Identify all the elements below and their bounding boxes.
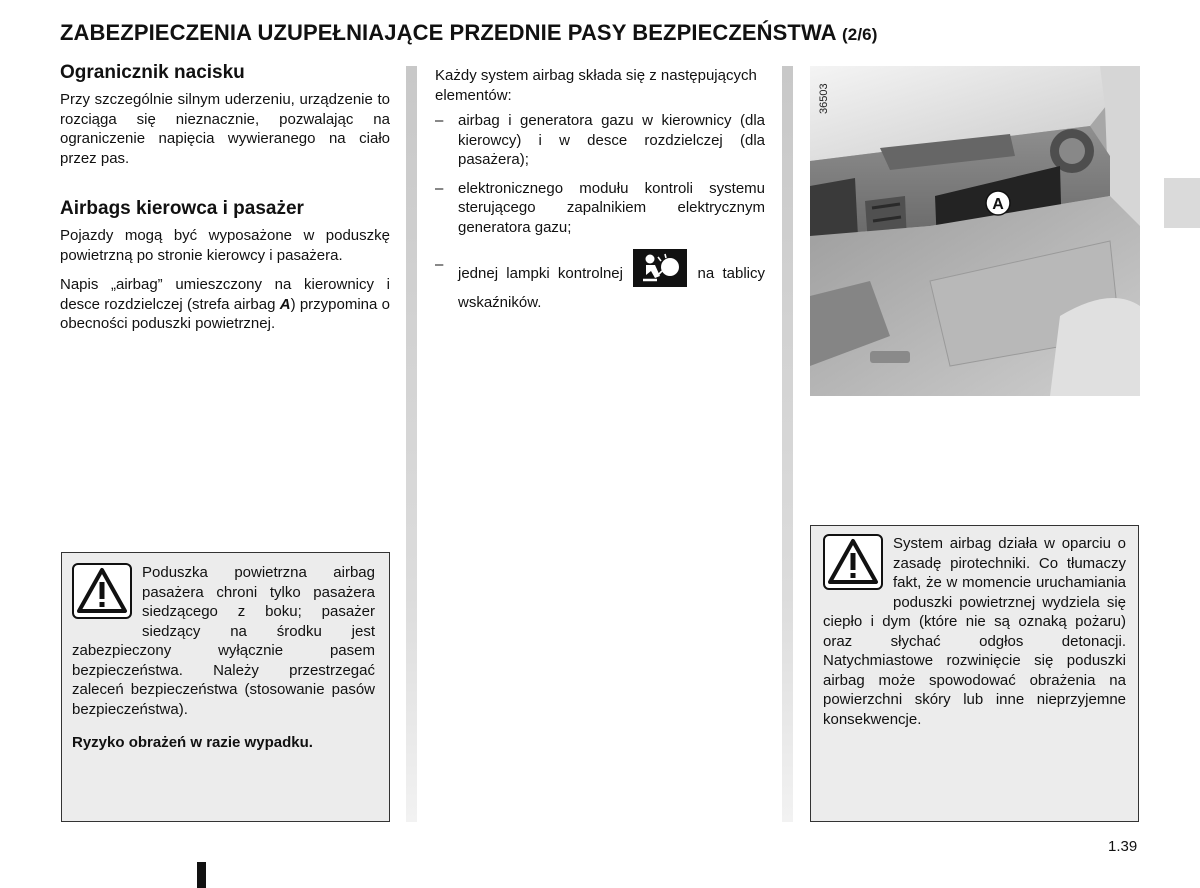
paragraph-load-limiter: Przy szczególnie silnym uderzeniu, urządzenie to rozciąga się nieznacznie, pozwalając na ograniczenie napięcia wywieranego na ciało przez pas. (60, 91, 390, 167)
crop-mark (197, 862, 206, 888)
zone-letter: A (279, 295, 291, 313)
photo-number: 36503 (818, 83, 830, 114)
chapter-tab (1164, 178, 1200, 228)
page-number: 1.39 (1108, 838, 1138, 855)
section-heading-airbags: Airbags kierowca i pasażer (60, 198, 304, 219)
paragraph-airbags-equipment: Pojazdy mogą być wyposażone w poduszkę powietrzną po stronie kierowcy i pasażera. (60, 227, 390, 264)
airbag-system-intro: Każdy system airbag składa się z następujących elementów: (435, 67, 757, 104)
dashboard-photo (810, 66, 1140, 396)
warning-text: System airbag działa w oparciu o zasadę pirotechniki. Co tłumaczy fakt, że w momencie uruchamiania poduszki powietrznej wydziela się ciepło i dym (które nie są oznaką pożaru) oraz słychać odgłos detonacji. Natychmiastowe rozwinięcie się poduszki airbag może spowodować obrażenia na powierzchni skóry lub inne nieprzyjemne konsekwencje. (823, 535, 1126, 728)
column-separator (406, 66, 417, 822)
list-item: – jednej lampki kontrolnej na tablicy wskaźników. (435, 255, 765, 313)
left-column (60, 62, 390, 344)
list-item: – elektronicznego modułu kontroli systemu sterującego zapalnikiem elektrycznym generatora gazu; (435, 179, 765, 236)
airbag-components-list (435, 111, 765, 313)
warning-triangle-icon (823, 534, 883, 590)
page-title (60, 20, 1160, 46)
warning-risk-text: Ryzyko obrażeń w razie wypadku. (72, 734, 313, 751)
warning-triangle-icon (72, 563, 132, 619)
middle-column (435, 66, 765, 322)
page-title-part: (2/6) (842, 25, 878, 44)
column-separator (782, 66, 793, 822)
page-title-text: ZABEZPIECZENIA UZUPEŁNIAJĄCE PRZEDNIE PASY BEZPIECZEŃSTWA (60, 20, 836, 45)
warning-box-pyrotechnics (810, 525, 1139, 822)
paragraph-airbag-label: Napis „airbag” umieszczony na kierownicy i desce rozdzielczej (strefa airbag A) przypomina o obecności poduszki powietrznej. (60, 276, 390, 332)
photo-callout-a: A (992, 196, 1004, 213)
airbag-indicator-icon (633, 249, 687, 287)
warning-box-passenger-airbag (61, 552, 390, 822)
warning-text: Poduszka powietrzna airbag pasażera chroni tylko pasażera siedzącego z boku; pasażer siedzący na środku jest zabezpieczony wyłącznie pasem bezpieczeństwa. Należy przestrzegać zaleceń bezpieczeństwa (stosowanie pasów bezpieczeństwa). (72, 564, 375, 718)
section-heading-load-limiter: Ogranicznik nacisku (60, 62, 245, 83)
list-item: – airbag i generatora gazu w kierownicy (dla kierowcy) i w desce rozdzielczej (dla pasażera); (435, 112, 765, 168)
